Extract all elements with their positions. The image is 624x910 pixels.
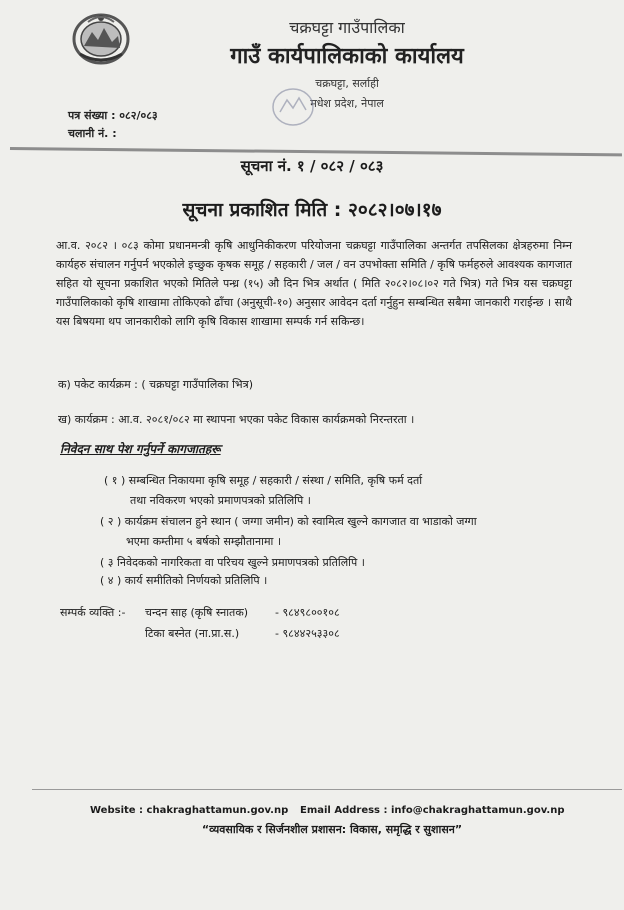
footer-website [90,805,288,816]
contact-label: सम्पर्क व्यक्ति :- [60,606,126,619]
document-item-2-line2: भएमा कम्तीमा ५ बर्षको सम्झौतानामा । [126,535,282,548]
contact-person-2-name: टिका बस्नेत (ना.प्रा.स.) [145,627,240,640]
publish-date: सूचना प्रकाशित मिति : २०८२।०७।१७ [182,199,442,221]
office-stamp-icon [270,86,316,128]
email-label: Email Address : [300,805,388,816]
documents-heading: निवेदन साथ पेश गर्नुपर्ने कागजातहरू [60,442,221,456]
program-item-a: क) पकेट कार्यक्रम : ( चक्रघट्टा गाउँपालिका भित्र) [58,378,254,391]
office-motto: “व्यवसायिक र सिर्जनशील प्रशासन: विकास, समृद्धि र सुशासन” [201,823,463,836]
letter-number: पत्र संख्या : ०८२/०८३ [68,109,158,122]
contact-person-2-phone: - ९८४४२५३३०८ [275,627,340,640]
dispatch-number: चलानी नं. : [68,127,117,140]
document-item-1-line1: ( १ ) सम्बन्धित निकायमा कृषि समूह / सहकारी / संस्था / समिति, कृषि फर्म दर्ता [104,474,423,487]
document-item-2-line1: ( २ ) कार्यक्रम संचालन हुने स्थान ( जग्गा जमीन) को स्वामित्व खुल्ने कागजात वा भाडाको जग्गा [100,515,477,528]
contact-person-1-name: चन्दन साह (कृषि स्नातक) [145,606,249,619]
office-name: गाउँ कार्यपालिकाको कार्यालय [230,44,464,69]
email-link[interactable]: info@chakraghattamun.gov.np [390,805,565,816]
document-item-4: ( ४ ) कार्य समीतिको निर्णयको प्रतिलिपि । [100,574,268,587]
office-location: चक्रघट्टा, सर्लाही [315,77,379,90]
program-item-b: ख) कार्यक्रम : आ.व. २०८१/०८२ मा स्थापना भएका पकेट विकास कार्यक्रमको निरन्तरता । [58,413,415,426]
footer-email [300,805,564,816]
contact-person-1-phone: - ९८४९८००१०८ [275,606,340,619]
document-item-1-line2: तथा नविकरण भएको प्रमाणपत्रको प्रतिलिपि । [130,494,311,507]
document-item-1 [104,471,524,511]
municipality-name: चक्रघट्टा गाउँपालिका [289,18,405,37]
footer-divider [32,789,622,790]
notice-number: सूचना नं. १ / ०८२ / ०८३ [240,157,384,175]
header-divider [10,147,622,156]
website-link[interactable]: chakraghattamun.gov.np [146,805,289,816]
notice-body: आ.व. २०८२ । ०८३ कोमा प्रधानमन्त्री कृषि आधुनिकीकरण परियोजना चक्रघट्टा गाउँपालिका अन्तर्गत तपसिलका क्षेत्रहरुमा निम्न कार्यहरु संचालन गर्नुपर्न भएकोले इच्छुक कृषक समूह / सहकारी / जल / वन उपभोक्ता समिति / कृषि फर्महरुले आवश्यक कागजात सहित यो सूचना प्रकाशित भएको मितिले पन्ध्र (१५) औ दिन भित्र अर्थात ( मिति २०८२।०८।०२ गते भित्र) गते भित्र यस चक्रघट्टा गाउँपालिकाको कृषि शाखामा तोकिएको ढाँचा (अनुसूची-१०) अनुसार आवेदन दर्ता गर्नुहुन सम्बन्धित सबैमा जानकारी गराईन्छ । साथै यस बिषयमा थप जानकारीको लागि कृषि विकास शाखामा सम्पर्क गर्न सकिन्छ। [56,239,572,328]
document-item-3: ( ३ निवेदकको नागरिकता वा परिचय खुल्ने प्रमाणपत्रको प्रतिलिपि । [100,556,365,569]
website-label: Website : [90,805,144,816]
office-province: मधेश प्रदेश, नेपाल [310,97,384,110]
document-item-2 [100,512,570,552]
